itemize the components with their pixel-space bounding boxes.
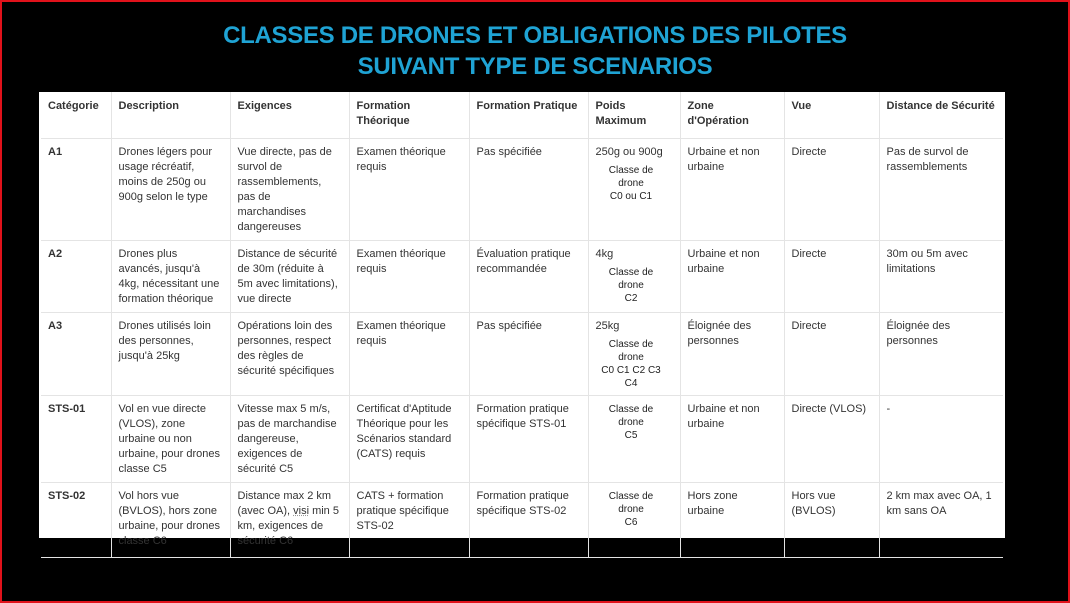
header-formation-theorique: Formation Théorique: [349, 92, 469, 139]
cell-vue: Directe: [784, 139, 879, 241]
cell-distance: Éloignée des personnes: [879, 313, 1003, 396]
title-line-2: SUIVANT TYPE DE SCENARIOS: [357, 53, 713, 80]
cell-formation-pratique: Évaluation pratique recommandée: [469, 241, 588, 313]
table-header-row: [41, 92, 1003, 139]
classe-drone: [596, 490, 673, 529]
header-zone: Zone d'Opération: [680, 92, 784, 139]
table-row: [41, 241, 1003, 313]
cell-description: Drones légers pour usage récréatif, moins de 250g ou 900g selon le type: [111, 139, 230, 241]
exigences-text-b: min 5 km, exigences de sécurité C6: [237, 505, 339, 547]
header-distance: Distance de Sécurité: [879, 92, 1003, 139]
header-categorie: Catégorie: [41, 92, 111, 139]
cell-formation-pratique: Pas spécifiée: [469, 139, 588, 241]
cell-vue: Directe (VLOS): [784, 396, 879, 483]
header-exigences: Exigences: [230, 92, 349, 139]
cell-description: Drones utilisés loin des personnes, jusqu'à 25kg: [111, 313, 230, 396]
cell-zone: Éloignée des personnes: [680, 313, 784, 396]
classe-value: C6: [624, 517, 638, 528]
cell-distance: 2 km max avec OA, 1 km sans OA: [879, 483, 1003, 558]
cell-exigences: Vitesse max 5 m/s, pas de marchandise dangereuse, exigences de sécurité C5: [230, 396, 349, 483]
table-row: [41, 313, 1003, 396]
cell-description: Drones plus avancés, jusqu'à 4kg, nécessitant une formation théorique: [111, 241, 230, 313]
cell-formation-theorique: Examen théorique requis: [349, 241, 469, 313]
cell-zone: Urbaine et non urbaine: [680, 241, 784, 313]
classe-label: Classe de drone: [608, 165, 654, 189]
cell-zone: Hors zone urbaine: [680, 483, 784, 558]
cell-zone: Urbaine et non urbaine: [680, 139, 784, 241]
classe-label: Classe de drone: [608, 491, 654, 515]
cell-vue: Directe: [784, 313, 879, 396]
poids-value: 25kg: [595, 320, 620, 332]
cell-distance: -: [879, 396, 1003, 483]
classe-drone: [596, 164, 673, 203]
classe-value: C2: [624, 293, 638, 304]
cell-poids: [588, 313, 680, 396]
classe-label: Classe de drone: [608, 339, 654, 363]
cell-categorie: A3: [41, 313, 111, 396]
header-poids: Poids Maximum: [588, 92, 680, 139]
cell-formation-theorique: Examen théorique requis: [349, 139, 469, 241]
table-row: [41, 396, 1003, 483]
cell-exigences: Opérations loin des personnes, respect des règles de sécurité spécifiques: [230, 313, 349, 396]
table-row: [41, 483, 1003, 558]
cell-formation-theorique: CATS + formation pratique spécifique STS-02: [349, 483, 469, 558]
cell-poids: [588, 139, 680, 241]
cell-poids: [588, 396, 680, 483]
exigences-visi: visi: [293, 505, 310, 517]
header-vue: Vue: [784, 92, 879, 139]
classe-value: C0 ou C1: [609, 191, 653, 202]
header-description: Description: [111, 92, 230, 139]
cell-formation-pratique: Formation pratique spécifique STS-01: [469, 396, 588, 483]
title-line-1: CLASSES DE DRONES ET OBLIGATIONS DES PILOTES: [223, 22, 847, 49]
cell-description: Vol en vue directe (VLOS), zone urbaine ou non urbaine, pour drones classe C5: [111, 396, 230, 483]
cell-formation-theorique: Examen théorique requis: [349, 313, 469, 396]
cell-poids: [588, 241, 680, 313]
cell-distance: 30m ou 5m avec limitations: [879, 241, 1003, 313]
classe-label: Classe de drone: [608, 267, 654, 291]
cell-exigences: Distance de sécurité de 30m (réduite à 5m avec limitations), vue directe: [230, 241, 349, 313]
drone-classes-table: [41, 92, 1003, 558]
exigences-text-a: Distance max 2 km (avec OA),: [237, 490, 332, 517]
classe-label: Classe de drone: [608, 404, 654, 428]
cell-categorie: A2: [41, 241, 111, 313]
header-formation-pratique: Formation Pratique: [469, 92, 588, 139]
cell-categorie: STS-01: [41, 396, 111, 483]
cell-poids: [588, 483, 680, 558]
classe-drone: [596, 338, 673, 390]
table-row: [41, 139, 1003, 241]
slide-title: [0, 20, 1070, 82]
classe-drone: [596, 266, 673, 305]
cell-formation-theorique: Certificat d'Aptitude Théorique pour les Scénarios standard (CATS) requis: [349, 396, 469, 483]
cell-exigences: Vue directe, pas de survol de rassemblements, pas de marchandises dangereuses: [230, 139, 349, 241]
classe-drone: [596, 403, 673, 442]
cell-zone: Urbaine et non urbaine: [680, 396, 784, 483]
cell-vue: Hors vue (BVLOS): [784, 483, 879, 558]
poids-value: 4kg: [595, 248, 614, 260]
cell-categorie: STS-02: [41, 483, 111, 558]
poids-value: 250g ou 900g: [595, 146, 663, 158]
classe-value: C0 C1 C2 C3 C4: [601, 365, 661, 389]
table-screenshot: [39, 92, 1005, 547]
cell-description: Vol hors vue (BVLOS), hors zone urbaine, pour drones classe C6: [111, 483, 230, 558]
classe-value: C5: [624, 430, 638, 441]
cell-exigences: [230, 483, 349, 558]
cell-formation-pratique: Formation pratique spécifique STS-02: [469, 483, 588, 558]
cell-formation-pratique: Pas spécifiée: [469, 313, 588, 396]
cell-categorie: A1: [41, 139, 111, 241]
cell-distance: Pas de survol de rassemblements: [879, 139, 1003, 241]
cell-vue: Directe: [784, 241, 879, 313]
